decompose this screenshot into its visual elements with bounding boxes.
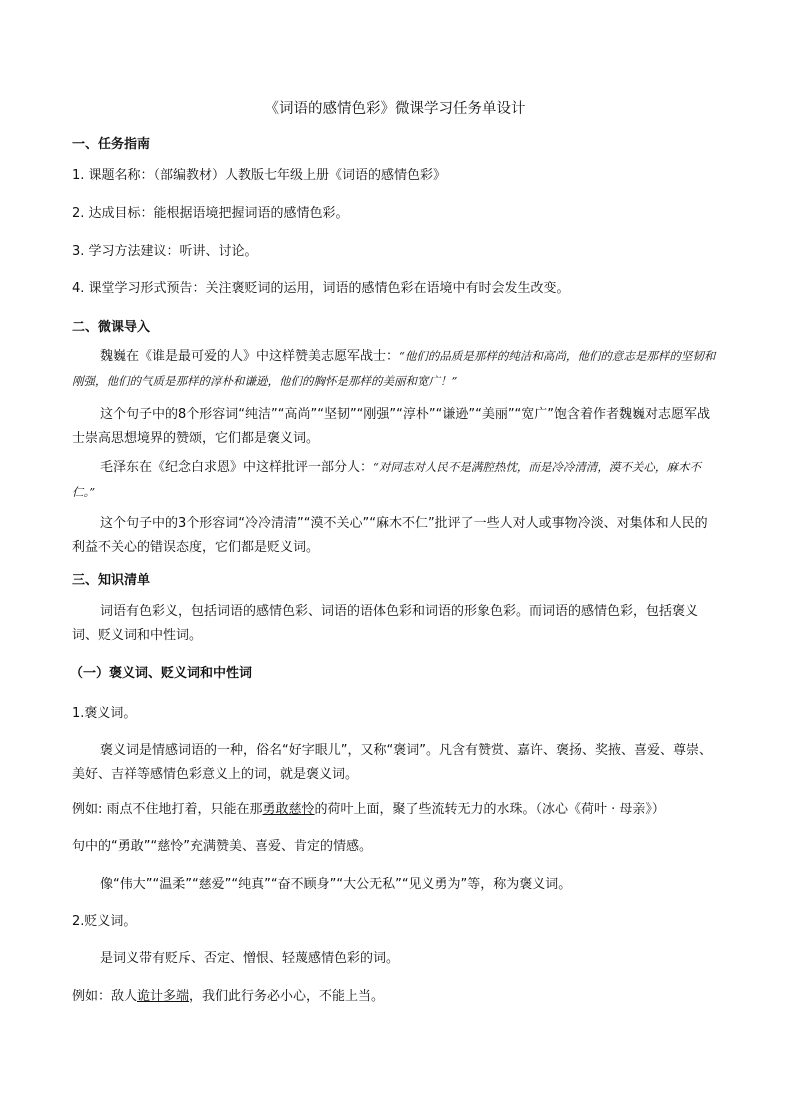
section-heading-task-guide: 一、任务指南 bbox=[72, 137, 151, 152]
derogatory-example bbox=[72, 985, 720, 1009]
intro-lead-1: 魏巍在《谁是最可爱的人》中这样赞美志愿军战士： bbox=[100, 349, 400, 364]
item-heading-commendatory: 1.褒义词。 bbox=[72, 706, 137, 721]
example-1-underlined: 勇敢慈怜 bbox=[262, 802, 315, 817]
intro-paragraph-quote-1 bbox=[72, 344, 720, 394]
example-2-underlined: 诡计多端 bbox=[137, 989, 190, 1004]
example-2-prefix: 例如：敌人 bbox=[72, 989, 138, 1004]
task-item-method: 3. 学习方法建议：听讲、讨论。 bbox=[72, 244, 258, 259]
quote-weiwei: “他们的品质是那样的纯洁和高尚，他们的意志是那样的坚韧和刚强，他们的气质是那样的淳朴和谦逊，他们的胸怀是那样的美丽和宽广！” bbox=[72, 349, 716, 388]
intro-lead-2: 毛泽东在《纪念白求恩》中这样批评一部分人： bbox=[100, 460, 374, 475]
item-heading-derogatory: 2.贬义词。 bbox=[72, 914, 137, 929]
intro-paragraph-adjectives: 这个句子中的8个形容词“纯洁”“高尚”“坚韧”“刚强”“淳朴”“谦逊”“美丽”“宽广”饱含着作者魏巍对志愿军战士崇高思想境界的赞颂，它们都是褒义词。 bbox=[72, 407, 711, 446]
subsection-heading: （一）褒义词、贬义词和中性词 bbox=[70, 666, 253, 681]
commendatory-example bbox=[72, 798, 720, 822]
example-1-prefix: 例如: 雨点不住地打着，只能在那 bbox=[72, 802, 263, 817]
knowledge-paragraph-color: 词语有色彩义，包括词语的感情色彩、词语的语体色彩和词语的形象色彩。而词语的感情色彩，包括褒义词、贬义词和中性词。 bbox=[72, 604, 699, 643]
commendatory-definition: 褒义词是情感词语的一种，俗名“好字眼儿”，又称“褒词”。凡含有赞赏、嘉许、褒扬、奖掖、喜爱、尊崇、美好、吉祥等感情色彩意义上的词，就是褒义词。 bbox=[72, 743, 712, 782]
task-item-goal: 2. 达成目标：能根据语境把握词语的感情色彩。 bbox=[72, 206, 349, 221]
section-heading-knowledge: 三、知识清单 bbox=[72, 573, 151, 588]
section-heading-intro: 二、微课导入 bbox=[72, 320, 151, 335]
example-1-suffix: 的荷叶上面，聚了些流转无力的水珠。（冰心《荷叶 · 母亲》） bbox=[314, 802, 665, 817]
derogatory-definition: 是词义带有贬斥、否定、憎恨、轻蔑感情色彩的词。 bbox=[100, 951, 400, 966]
intro-paragraph-quote-2 bbox=[72, 455, 720, 505]
quote-maozedong: “对同志对人民不是满腔热忱，而是冷冷清清，漠不关心，麻木不仁。” bbox=[72, 460, 701, 499]
task-item-topic: 1. 课题名称：（部编教材）人教版七年级上册《词语的感情色彩》 bbox=[72, 168, 447, 183]
commendatory-example-note: 句中的“勇敢”“慈怜”充满赞美、喜爱、肯定的情感。 bbox=[72, 839, 372, 854]
task-item-preview: 4. 课堂学习形式预告：关注褒贬词的运用，词语的感情色彩在语境中有时会发生改变。 bbox=[72, 281, 570, 296]
intro-paragraph-derogatory: 这个句子中的3个形容词“冷冷清清”“漠不关心”“麻木不仁”批评了一些人对人或事物冷淡、对集体和人民的利益不关心的错误态度，它们都是贬义词。 bbox=[72, 516, 708, 555]
document-title: 《词语的感情色彩》微课学习任务单设计 bbox=[264, 101, 526, 117]
example-2-suffix: ，我们此行务必小心，不能上当。 bbox=[189, 989, 385, 1004]
commendatory-word-list: 像“伟大”“温柔”“慈爱”“纯真”“奋不顾身”“大公无私”“见义勇为”等，称为褒义词。 bbox=[100, 877, 572, 892]
